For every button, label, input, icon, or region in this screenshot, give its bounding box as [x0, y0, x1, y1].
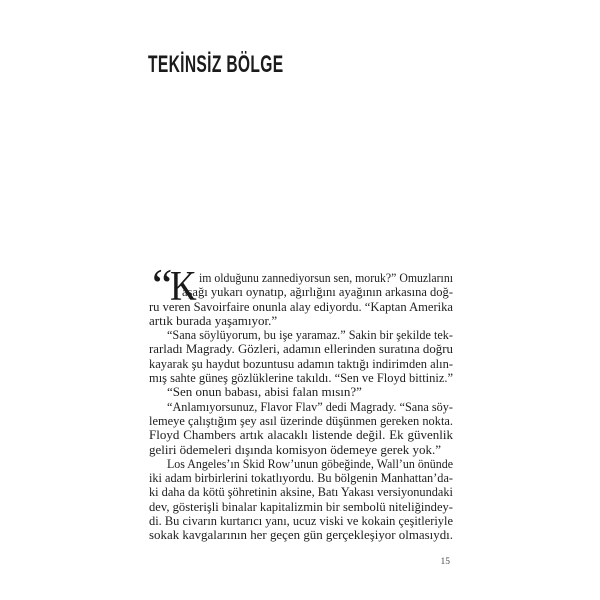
text-line: [149, 485, 453, 499]
text-line: [149, 357, 453, 371]
text-line-content: artık burada yaşamıyor.”: [149, 312, 278, 328]
text-line: [149, 471, 453, 485]
text-line-content: mış sahte güneş gözlüklerine takıldı. “Sen ve Floyd bittiniz.”: [149, 370, 454, 386]
page-title-text: TEKİNSİZ BÖLGE: [148, 51, 284, 78]
text-line-content: “Sen onun babası, abisi falan mısın?”: [167, 384, 362, 400]
dropcap-quote: “: [152, 259, 173, 310]
text-line: [149, 342, 453, 356]
body-text: [149, 259, 454, 543]
text-line-content: iki adam birbirlerini tokatlıyordu. Bu bölgenin Manhattan’da-: [149, 470, 453, 486]
text-line-content: ki daha da kötü şöhretinin aksine, Batı Yakası versiyonundaki: [149, 484, 453, 500]
text-line-content: kayarak şu haydut bozuntusu adamın taktığı indirimden alın-: [149, 355, 453, 371]
text-line: [149, 371, 453, 385]
dropcap-letter: K: [170, 264, 197, 310]
text-line: [149, 328, 453, 342]
text-line-content: Los Angeles’ın Skid Row’unun göbeğinde, Wall’un önünde: [167, 455, 454, 471]
text-line: [149, 314, 453, 328]
text-line: [149, 400, 453, 414]
page-number: 15: [440, 557, 450, 567]
paragraph: [149, 457, 453, 543]
text-line-content: di. Bu civarın kurtarıcı yanı, ucuz viski ve kokain çeşitleriyle: [149, 513, 453, 529]
text-line: [149, 285, 453, 299]
text-line: [149, 428, 453, 442]
text-line: [149, 500, 453, 514]
text-line: [149, 385, 453, 399]
text-line-content: dev, gösterişli binalar kapitalizmin bir sembolü niteliğindey-: [149, 498, 454, 514]
text-line-content: lemeye çalıştığım şey asıl üzerinde düşünmen gereken nokta.: [149, 412, 454, 428]
paragraph: [149, 328, 453, 385]
text-line-content: “Sana söylüyorum, bu işe yaramaz.” Sakin bir şekilde tek-: [167, 327, 453, 343]
text-line: [149, 457, 453, 471]
text-line: [149, 443, 453, 457]
text-line: [149, 300, 453, 314]
text-line-content: Floyd Chambers artık alacaklı listende değil. Ek güvenlik: [149, 427, 454, 443]
text-line: [149, 528, 453, 542]
text-line-content: rarladı Magrady. Gözleri, adamın ellerinden suratına doğru: [149, 341, 453, 357]
text-line-content: geliri ödemeleri dışında komisyon ödemeye gerek yok.”: [149, 441, 442, 457]
text-line-content: aşağı yukarı oynatıp, ağırlığını ayağının arkasına doğ-: [182, 284, 453, 300]
paragraph: [149, 400, 453, 457]
text-line: [149, 514, 453, 528]
text-line-content: sokak kavgalarının her geçen gün gerçekleşiyor olmasıydı.: [149, 527, 453, 543]
text-line-content: im olduğunu zannediyorsun sen, moruk?” Omuzlarını: [199, 270, 454, 285]
paragraph: [149, 259, 454, 328]
text-line-content: ru veren Savoirfaire onunla alay ediyordu. “Kaptan Amerika: [149, 298, 454, 314]
page-title: [148, 53, 356, 77]
paragraph: [149, 385, 453, 399]
text-line: [149, 414, 453, 428]
text-line-content: “Anlamıyorsunuz, Flavor Flav” dedi Magrady. “Sana söy-: [167, 398, 454, 414]
